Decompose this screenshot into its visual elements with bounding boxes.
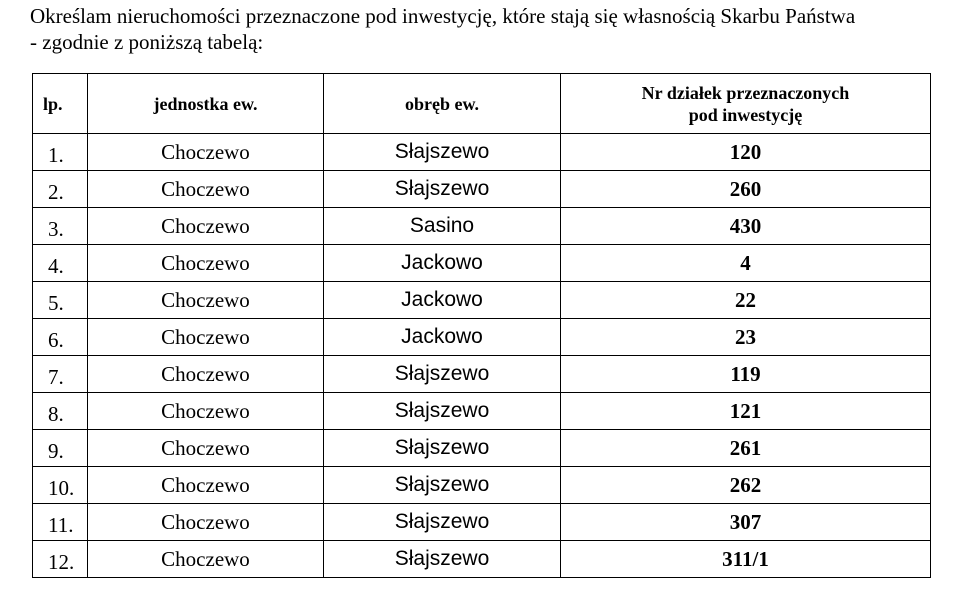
cell-obreb: Jackowo xyxy=(324,245,561,282)
cell-nr-dzialki: 262 xyxy=(561,467,931,504)
cell-jednostka: Choczewo xyxy=(88,430,324,467)
table-row xyxy=(33,282,931,319)
header-jednostka: jednostka ew. xyxy=(88,74,324,134)
cell-obreb: Słajszewo xyxy=(324,171,561,208)
cell-lp: 1. xyxy=(33,134,88,171)
cell-jednostka: Choczewo xyxy=(88,171,324,208)
cell-jednostka: Choczewo xyxy=(88,393,324,430)
header-nr-line-1: Nr działek przeznaczonych xyxy=(641,82,850,103)
header-nr-line-2: pod inwestycję xyxy=(688,104,803,125)
cell-nr-dzialki: 23 xyxy=(561,319,931,356)
cell-jednostka: Choczewo xyxy=(88,282,324,319)
cell-lp: 8. xyxy=(33,393,88,430)
cell-lp: 3. xyxy=(33,208,88,245)
intro-paragraph xyxy=(30,3,960,55)
cell-nr-dzialki: 260 xyxy=(561,171,931,208)
cell-lp: 11. xyxy=(33,504,88,541)
cell-nr-dzialki: 307 xyxy=(561,504,931,541)
table-row xyxy=(33,541,931,578)
cell-nr-dzialki: 119 xyxy=(561,356,931,393)
cell-lp: 5. xyxy=(33,282,88,319)
cell-lp: 12. xyxy=(33,541,88,578)
header-obreb: obręb ew. xyxy=(324,74,561,134)
table-row xyxy=(33,319,931,356)
cell-jednostka: Choczewo xyxy=(88,319,324,356)
cell-jednostka: Choczewo xyxy=(88,541,324,578)
cell-obreb: Słajszewo xyxy=(324,134,561,171)
cell-nr-dzialki: 4 xyxy=(561,245,931,282)
cell-obreb: Słajszewo xyxy=(324,504,561,541)
cell-obreb: Słajszewo xyxy=(324,430,561,467)
cell-jednostka: Choczewo xyxy=(88,245,324,282)
cell-lp: 4. xyxy=(33,245,88,282)
table-row xyxy=(33,134,931,171)
cell-jednostka: Choczewo xyxy=(88,134,324,171)
cell-obreb: Jackowo xyxy=(324,282,561,319)
cell-jednostka: Choczewo xyxy=(88,504,324,541)
cell-lp: 6. xyxy=(33,319,88,356)
table-row xyxy=(33,356,931,393)
table-row xyxy=(33,393,931,430)
cell-obreb: Słajszewo xyxy=(324,356,561,393)
cell-nr-dzialki: 430 xyxy=(561,208,931,245)
table-body xyxy=(33,134,931,578)
cell-lp: 9. xyxy=(33,430,88,467)
cell-nr-dzialki: 311/1 xyxy=(561,541,931,578)
cell-jednostka: Choczewo xyxy=(88,467,324,504)
cell-obreb: Jackowo xyxy=(324,319,561,356)
table-row xyxy=(33,467,931,504)
cell-nr-dzialki: 22 xyxy=(561,282,931,319)
cell-obreb: Słajszewo xyxy=(324,541,561,578)
intro-line-1: Określam nieruchomości przeznaczone pod inwestycję, które stają się własnością Skarbu Państwa xyxy=(30,4,856,28)
cell-jednostka: Choczewo xyxy=(88,356,324,393)
table-row xyxy=(33,245,931,282)
cell-nr-dzialki: 261 xyxy=(561,430,931,467)
table-header-row xyxy=(33,74,931,134)
intro-line-2: - zgodnie z poniższą tabelą: xyxy=(30,30,264,54)
cell-lp: 10. xyxy=(33,467,88,504)
cell-nr-dzialki: 121 xyxy=(561,393,931,430)
cell-nr-dzialki: 120 xyxy=(561,134,931,171)
parcels-table xyxy=(32,73,931,578)
cell-obreb: Sasino xyxy=(324,208,561,245)
cell-obreb: Słajszewo xyxy=(324,393,561,430)
header-nr-dzialek xyxy=(561,74,931,134)
cell-jednostka: Choczewo xyxy=(88,208,324,245)
table-row xyxy=(33,504,931,541)
table-row xyxy=(33,208,931,245)
cell-lp: 7. xyxy=(33,356,88,393)
table-row xyxy=(33,430,931,467)
table-row xyxy=(33,171,931,208)
cell-obreb: Słajszewo xyxy=(324,467,561,504)
cell-lp: 2. xyxy=(33,171,88,208)
header-lp: lp. xyxy=(33,74,88,134)
